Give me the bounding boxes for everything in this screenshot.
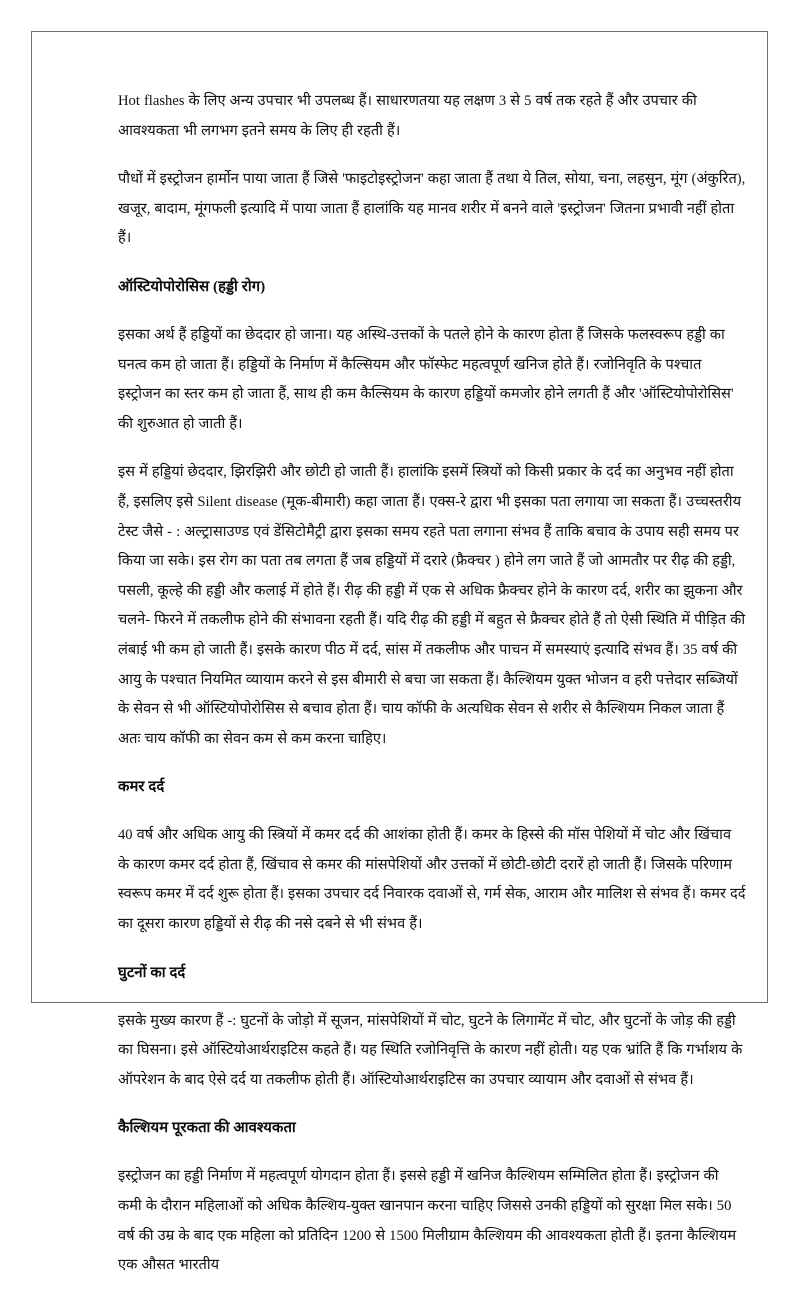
document-text-column (118, 87, 746, 1299)
paragraph-osteoporosis-details: इस में हड्डियां छेददार, झिरझिरी और छोटी हो जाती हैं। हालांकि इसमें स्त्रियों को किसी प्रकार के दर्द का अनुभव नहीं होता हैं, इसलिए इसे Silent disease (मूक-बीमारी) कहा जाता हैं। एक्स-रे द्वारा भी इसका पता लगाया जा सकता हैं। उच्चस्तरीय टेस्ट जैसे - : अल्ट्रासाउण्ड एवं डेंसिटोमैट्री द्वारा इसका समय रहते पता लगाना संभव हैं ताकि बचाव के उपाय सही समय पर किया जा सके। इस रोग का पता तब लगता हैं जब हड्डियों में दरारे (फ्रैक्चर ) होने लग जाते हैं जो आमतौर पर रीढ़ की हड्डी, पसली, कूल्हे की हड्डी और कलाई में होते हैं। रीढ़ की हड्डी में एक से अधिक फ्रैक्चर होने के कारण दर्द, शरीर का झुकना और चलने- फिरने में तकलीफ होने की संभावना रहती हैं। यदि रीढ़ की हड्डी में बहुत से फ्रैक्चर होते हैं तो ऐसी स्थिति में पीड़ित की लंबाई भी कम हो जाती हैं। इसके कारण पीठ में दर्द, सांस में तकलीफ और पाचन में समस्याएं इत्यादि संभव हैं। 35 वर्ष की आयु के पश्चात नियमित व्यायाम करने से इस बीमारी से बचा जा सकता हैं। कैल्शियम युक्त भोजन व हरी पत्तेदार सब्जियों के सेवन से भी ऑस्टियोपोरोसिस से बचाव होता हैं। चाय कॉफी के अत्यधिक सेवन से शरीर से कैल्शियम निकल जाता हैं अतः चाय कॉफी का सेवन कम से कम करना चाहिए। (118, 464, 746, 747)
heading-osteoporosis: ऑस्टियोपोरोसिस (हड्डी रोग) (118, 278, 266, 295)
paragraph-calcium-supplement: इस्ट्रोजन का हड्डी निर्माण में महत्वपूर्ण योगदान होता हैं। इससे हड्डी में खनिज कैल्शियम सम्मिलित होता हैं। इस्ट्रोजन की कमी के दौरान महिलाओं को अधिक कैल्शिय-युक्त खानपान करना चाहिए जिससे उनकी हड्डियों को सुरक्षा मिल सके। 50 वर्ष की उम्र के बाद एक महिला को प्रतिदिन 1200 से 1500 मिलीग्राम कैल्शियम की आवश्यकता होती हैं। इतना कैल्शियम एक औसत भारतीय (118, 1168, 737, 1274)
paragraph-phytoestrogen: पौधों में इस्ट्रोजन हार्मोन पाया जाता हैं जिसे 'फाइटोइस्ट्रोजन' कहा जाता हैं तथा ये तिल, सोया, चना, लहसुन, मूंग (अंकुरित), खजूर, बादाम, मूंगफली इत्यादि में पाया जाता हैं हालांकि यह मानव शरीर में बनने वाले 'इस्ट्रोजन' जितना प्रभावी नहीं होता हैं। (118, 171, 746, 247)
paragraph-hot-flashes: Hot flashes के लिए अन्य उपचार भी उपलब्ध हैं। साधारणतया यह लक्षण 3 से 5 वर्ष तक रहते हैं और उपचार की आवश्यकता भी लगभग इतने समय के लिए ही रहती हैं। (118, 93, 697, 139)
page-border-frame (31, 31, 768, 1274)
paragraph-osteoporosis-definition: इसका अर्थ हैं हड्डियों का छेददार हो जाना। यह अस्थि-उत्तकों के पतले होने के कारण होता हैं जिसके फलस्वरूप हड्डी का घनत्व कम हो जाता हैं। हड्डियों के निर्माण में कैल्सियम और फॉस्फेट महत्वपूर्ण खनिज होते हैं। रजोनिवृति के पश्चात इस्ट्रोजन का स्तर कम हो जाता हैं, साथ ही कम कैल्सियम के कारण हड्डियों कमजोर होने लगती हैं और 'ऑस्टियोपोरोसिस' की शुरुआत हो जाती हैं। (118, 326, 734, 432)
heading-back-pain: कमर दर्द (118, 779, 165, 796)
paragraph-back-pain: 40 वर्ष और अधिक आयु की स्त्रियों में कमर दर्द की आशंका होती हैं। कमर के हिस्से की मॉस पेशियों में चोट और खिंचाव के कारण कमर दर्द होता हैं, खिंचाव से कमर की मांसपेशियों और उत्तकों में छोटी-छोटी दरारें हो जाती हैं। जिसके परिणाम स्वरूप कमर में दर्द शुरू होता हैं। इसका उपचार दर्द निवारक दवाओं से, गर्म सेक, आराम और मालिश से संभव हैं। कमर दर्द का दूसरा कारण हड्डियों से रीढ़ की नसे दबने से भी संभव हैं। (118, 827, 746, 933)
heading-knee-pain: घुटनों का दर्द (118, 964, 186, 981)
paragraph-knee-pain: इसके मुख्य कारण हैं -: घुटनों के जोड़ो में सूजन, मांसपेशियों में चोट, घुटने के लिगामेंट में चोट, और घुटनों के जोड़ की हड्डी का घिसना। इसे ऑस्टियोआर्थराइटिस कहते हैं। यह स्थिति रजोनिवृत्ति के कारण नहीं होती। यह एक भ्रांति हैं कि गर्भाशय के ऑपरेशन के बाद ऐसे दर्द या तकलीफ होती हैं। ऑस्टियोआर्थराइटिस का उपचार व्यायाम और दवाओं से संभव हैं। (118, 1012, 743, 1088)
heading-calcium-supplement: कैल्शियम पूरकता की आवश्यकता (118, 1120, 296, 1137)
